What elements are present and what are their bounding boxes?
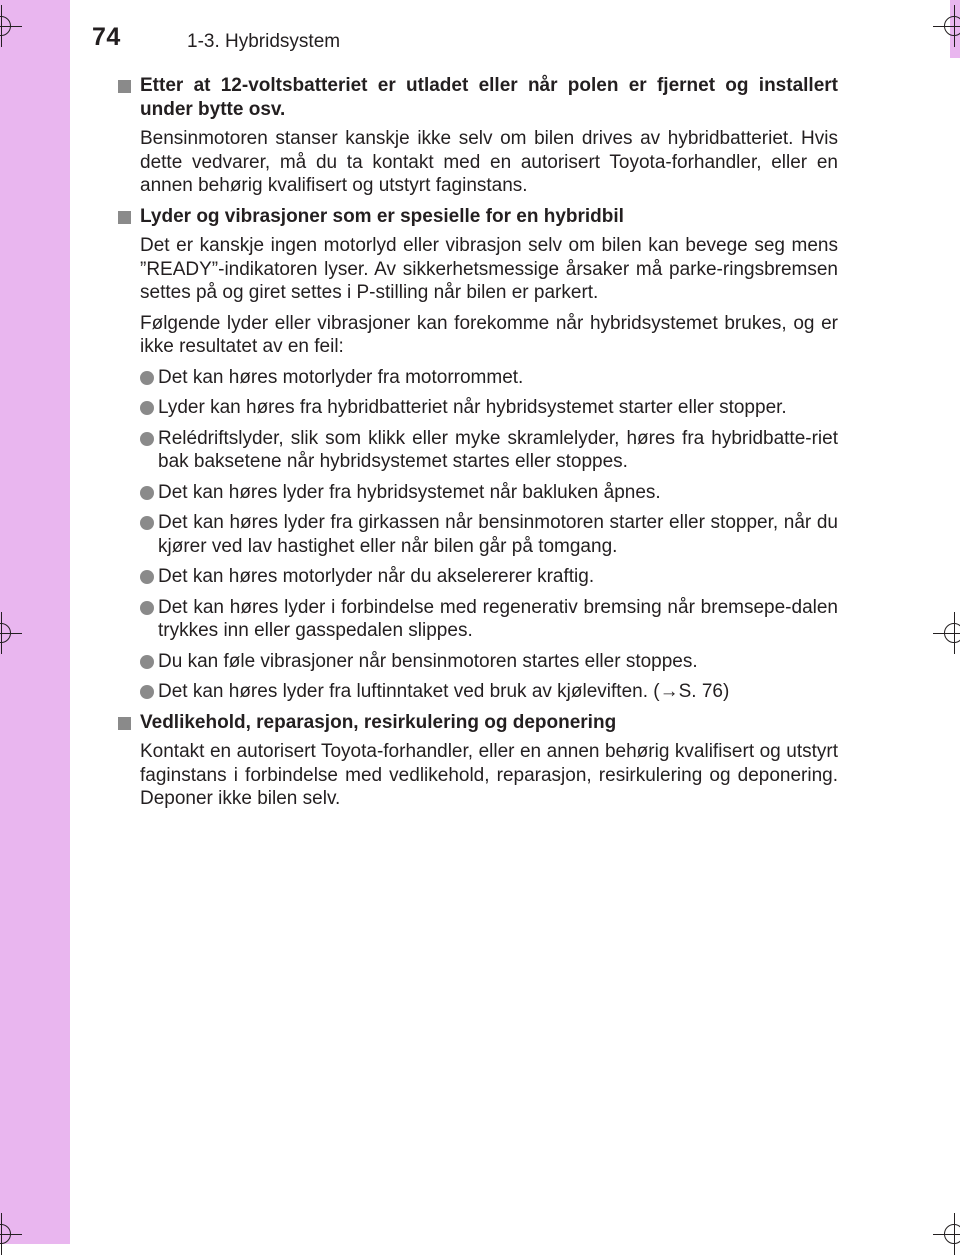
- list-item: [118, 596, 838, 643]
- list-item-text: Det kan høres motorlyder når du akselererer kraftig.: [158, 566, 595, 587]
- section-heading-text: Lyder og vibrasjoner som er spesielle for en hybridbil: [140, 205, 624, 227]
- list-item: [118, 650, 838, 674]
- section-heading-text: Etter at 12-voltsbatteriet er utladet eller når polen er fjernet og installert under bytte osv.: [140, 75, 838, 120]
- section-heading: [118, 205, 838, 229]
- round-bullet-icon: [140, 570, 154, 584]
- list-item-text: Det kan høres lyder fra luftinntaket ved bruk av kjøleviften. (→S. 76): [158, 681, 730, 702]
- page-number: 74: [92, 23, 121, 51]
- square-bullet-icon: [118, 211, 131, 224]
- round-bullet-icon: [140, 516, 154, 530]
- list-item-text: Det kan høres lyder i forbindelse med regenerativ bremsing når bremsepe-dalen trykkes inn eller gasspedalen slippes.: [158, 596, 838, 641]
- page-content: [118, 74, 838, 818]
- list-item: [118, 511, 838, 558]
- paragraph: Følgende lyder eller vibrasjoner kan forekomme når hybridsystemet brukes, og er ikke resultatet av en feil:: [140, 312, 838, 357]
- list-item: [118, 366, 838, 390]
- list-item-text: Det kan høres lyder fra hybridsystemet når bakluken åpnes.: [158, 481, 661, 503]
- section-heading-text: Vedlikehold, reparasjon, resirkulering og deponering: [140, 711, 617, 733]
- list-item: [118, 396, 838, 420]
- section-heading: [118, 74, 838, 121]
- round-bullet-icon: [140, 371, 154, 385]
- list-item: [118, 427, 838, 474]
- round-bullet-icon: [140, 401, 154, 415]
- round-bullet-icon: [140, 655, 154, 669]
- list-item: [118, 481, 838, 505]
- list-item-text: Relédriftslyder, slik som klikk eller myke skramlelyder, høres fra hybridbatte-riet bak baksetene når hybridsystemet startes eller stoppes.: [158, 427, 838, 472]
- list-item-text: Det kan høres motorlyder fra motorrommet.: [158, 366, 524, 388]
- list-item: [118, 565, 838, 589]
- paragraph: Bensinmotoren stanser kanskje ikke selv om bilen drives av hybridbatteriet. Hvis dette vedvarer, må du ta kontakt med en autorisert Toyota-forhandler, eller en annen behørig kvalifisert og utstyrt faginstans.: [140, 128, 838, 196]
- section-title: 1-3. Hybridsystem: [187, 31, 341, 52]
- round-bullet-icon: [140, 486, 154, 500]
- round-bullet-icon: [140, 685, 154, 699]
- square-bullet-icon: [118, 717, 131, 730]
- paragraph: Kontakt en autorisert Toyota-forhandler, eller en annen behørig kvalifisert og utstyrt faginstans i forbindelse med vedlikehold, reparasjon, resirkulering og deponering. Deponer ikke bilen selv.: [140, 741, 838, 809]
- registration-mark-icon: [944, 623, 960, 643]
- list-item-text: Lyder kan høres fra hybridbatteriet når hybridsystemet starter eller stopper.: [158, 397, 787, 418]
- round-bullet-icon: [140, 601, 154, 615]
- chapter-color-strip: [0, 0, 70, 1244]
- list-item-text: Det kan høres lyder fra girkassen når bensinmotoren starter eller stopper, når du kjører ved lav hastighet eller når bilen går på tomgang.: [158, 512, 838, 557]
- square-bullet-icon: [118, 80, 131, 93]
- round-bullet-icon: [140, 432, 154, 446]
- list-item: [118, 680, 838, 704]
- list-item-text: Du kan føle vibrasjoner når bensinmotoren startes eller stoppes.: [158, 650, 698, 672]
- registration-mark-icon: [944, 1224, 960, 1244]
- paragraph: Det er kanskje ingen motorlyd eller vibrasjon selv om bilen kan bevege seg mens ”READY”-indikatoren lyser. Av sikkerhetsmessige årsaker må parke-ringsbremsen settes på og giret settes i P-stilling når bilen er parkert.: [140, 235, 838, 303]
- registration-mark-icon: [944, 16, 960, 36]
- section-heading: [118, 711, 838, 735]
